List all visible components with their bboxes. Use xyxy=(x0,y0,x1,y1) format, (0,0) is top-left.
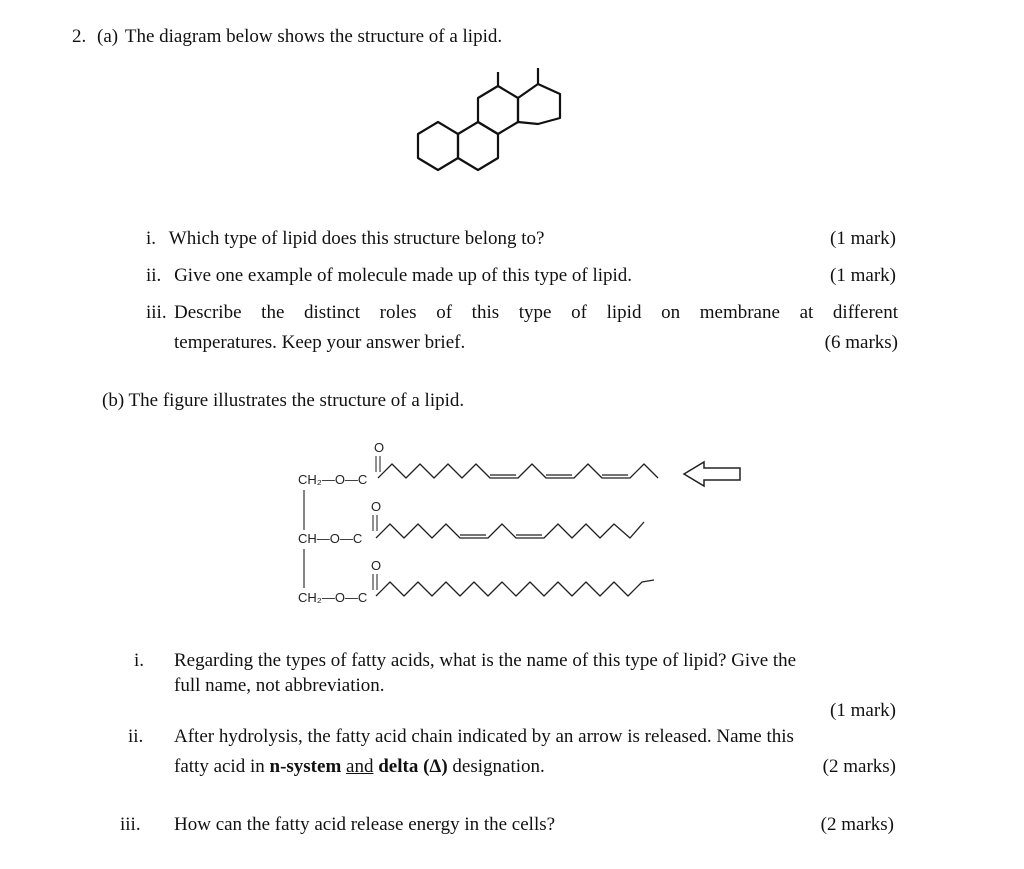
part-a-item-1-marks: (1 mark) xyxy=(830,228,896,249)
part-b-item-3-text: How can the fatty acid release energy in the cells? xyxy=(174,814,556,835)
and-underlined: and xyxy=(346,756,374,777)
item-text: Give one example of molecule made up of this type of lipid. xyxy=(174,265,633,286)
carbonyl-oxygen-3: O xyxy=(371,558,382,573)
question-header xyxy=(72,26,502,48)
carbonyl-oxygen-1: O xyxy=(374,440,385,455)
part-a-item-3-number: iii. xyxy=(146,302,167,323)
part-a-item-1 xyxy=(146,228,544,250)
part-a-item-3-marks: (6 marks) xyxy=(824,332,898,353)
part-a-label: (a) xyxy=(97,26,119,47)
row2-label: CH—O—C xyxy=(298,531,363,546)
part-b-item-3-marks: (2 marks) xyxy=(820,814,894,835)
text-segment: designation. xyxy=(447,756,545,777)
part-b-item-2-line1: After hydrolysis, the fatty acid chain indicated by an arrow is released. Name this xyxy=(174,726,794,747)
part-a-item-3-line2: temperatures. Keep your answer brief. xyxy=(174,332,466,353)
part-b-item-1-line1: Regarding the types of fatty acids, what is the name of this type of lipid? Give the xyxy=(174,650,797,671)
text-segment: fatty acid in xyxy=(174,756,270,777)
part-b-intro: (b) The figure illustrates the structure of a lipid. xyxy=(102,390,465,411)
item-number: ii. xyxy=(146,265,162,286)
row3-label: CH₂—O—C xyxy=(298,590,368,605)
delta-term: delta (Δ) xyxy=(373,756,448,777)
ring-c xyxy=(478,86,518,134)
steroid-structure-diagram xyxy=(410,62,590,182)
ring-d xyxy=(518,84,560,124)
carbonyl-oxygen-2: O xyxy=(371,499,382,514)
row1-label: CH₂—O—C xyxy=(298,472,368,487)
part-b-item-1-number: i. xyxy=(134,650,145,671)
part-a-intro: The diagram below shows the structure of a lipid. xyxy=(124,26,503,47)
item-text: Which type of lipid does this structure belong to? xyxy=(168,228,545,249)
part-b-item-2-number: ii. xyxy=(128,726,144,747)
item-number: i. xyxy=(146,228,157,249)
triglyceride-structure-diagram xyxy=(292,436,752,616)
part-a-item-2 xyxy=(146,265,632,287)
question-number: 2. xyxy=(72,26,87,47)
part-b-item-1-marks: (1 mark) xyxy=(830,700,896,721)
arrow-indicator xyxy=(684,462,740,486)
part-a-item-2-marks: (1 mark) xyxy=(830,265,896,286)
ring-a xyxy=(418,122,458,170)
part-b-item-2-marks: (2 marks) xyxy=(822,756,896,777)
part-b-item-2-line2 xyxy=(174,756,545,778)
n-system-term: n-system xyxy=(269,756,342,777)
part-a-item-3-line1: Describe the distinct roles of this type of lipid on membrane at different xyxy=(174,302,898,323)
part-b-item-1-line2: full name, not abbreviation. xyxy=(174,675,385,696)
part-b-item-3-number: iii. xyxy=(120,814,141,835)
